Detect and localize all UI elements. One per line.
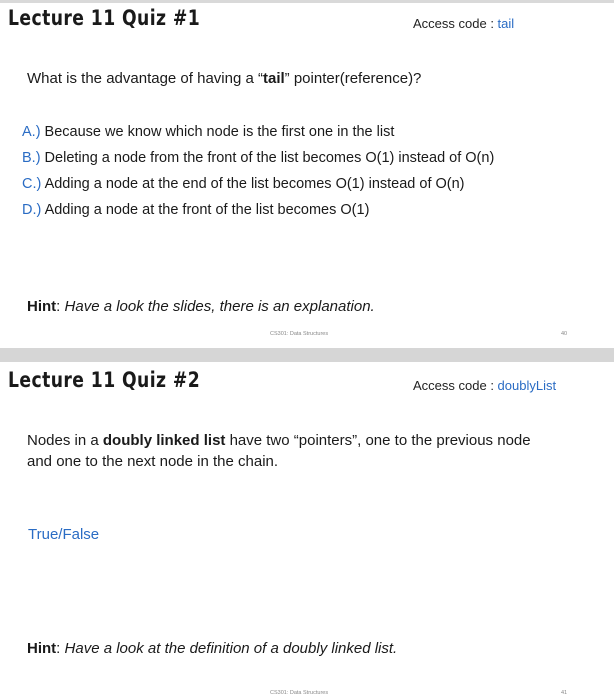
slide-title: Lecture 11 Quiz #1 [8,6,201,30]
question-part: have two “pointers”, one to the previous node and one to the next node in the chain. [27,432,531,470]
question-part: Nodes in a [27,432,103,449]
page-number: 40 [561,331,568,337]
hint-text: Have a look at the definition of a doubly linked list. [64,640,398,657]
access-code-value: doublyList [497,378,557,393]
slide-divider [0,348,614,362]
option-letter: C.) [22,176,42,192]
option-text: Adding a node at the end of the list becomes O(1) instead of O(n) [41,176,465,192]
access-code-line [413,16,514,31]
access-code-line [413,378,556,393]
access-code-label: Access code : [413,16,498,31]
option-text: Deleting a node from the front of the list becomes O(1) instead of O(n) [40,150,495,166]
slide-top-border [0,0,614,3]
slide-quiz-2 [0,362,614,700]
option-text: Because we know which node is the first one in the list [40,124,395,140]
hint-text: Have a look the slides, there is an explanation. [64,298,375,315]
option-c [22,171,494,197]
hint-line: Hint: Have a look the slides, there is an explanation. [27,298,375,315]
question-text [27,430,557,472]
question-part: What is the advantage of having a “ [27,70,263,87]
access-code-value: tail [497,16,515,31]
question-bold: doubly linked list [102,432,226,449]
access-code-label: Access code : [413,378,498,393]
slide-footer: CS301: Data Structures [270,331,329,337]
hint-line: Hint: Have a look at the definition of a doubly linked list. [27,640,398,657]
hint-label: Hint [27,640,57,657]
option-a [22,119,494,145]
option-letter: B.) [22,150,41,166]
option-letter: A.) [22,124,41,140]
slide-title: Lecture 11 Quiz #2 [8,368,201,392]
hint-label: Hint [27,298,57,315]
answer-options [22,119,494,223]
option-letter: D.) [22,202,42,218]
question-bold: tail [262,70,285,87]
option-text: Adding a node at the front of the list becomes O(1) [41,202,370,218]
true-false-answer: True/False [28,526,100,543]
page-number: 41 [561,690,568,696]
question-part: ” pointer(reference)? [284,70,422,87]
question-text [27,68,587,89]
slide-footer: CS301: Data Structures [270,690,329,696]
option-d [22,197,494,223]
option-b [22,145,494,171]
